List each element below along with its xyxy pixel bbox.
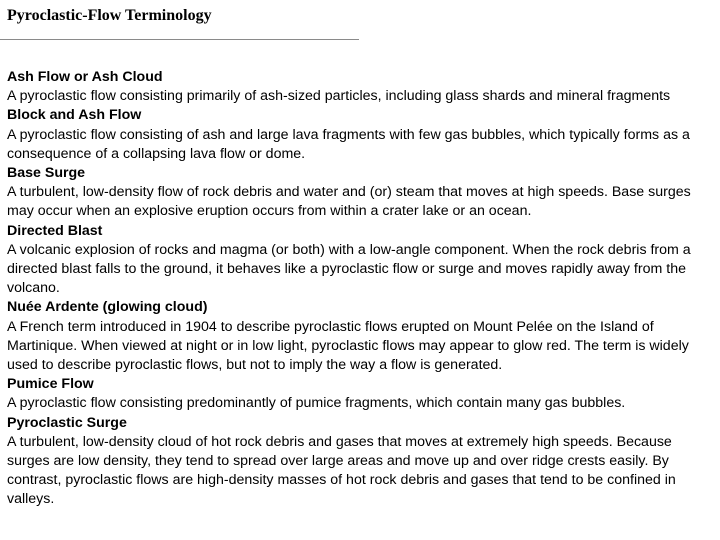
- term-definition: A French term introduced in 1904 to describe pyroclastic flows erupted on Mount Pelée on the Island of Martinique. When viewed at night or in low light, pyroclastic flows may appear to glow red. The term is widely used to describe pyroclastic flows, but not to imply the way a flow is generated.: [7, 318, 689, 374]
- term-name: Directed Blast: [7, 222, 103, 239]
- term-definition: A turbulent, low-density flow of rock debris and water and (or) steam that moves at high speeds. Base surges may occur when an explosive eruption occurs from within a crater lake or an ocean.: [7, 184, 691, 220]
- term-name: Nuée Ardente (glowing cloud): [7, 299, 208, 316]
- page-title: Pyroclastic-Flow Terminology: [7, 7, 212, 24]
- term-entry-block-and-ash-flow: [7, 106, 715, 164]
- term-list: [7, 68, 715, 510]
- term-name: Pyroclastic Surge: [7, 414, 127, 431]
- term-name: Pumice Flow: [7, 376, 94, 393]
- term-definition: A turbulent, low-density cloud of hot rock debris and gases that moves at extremely high speeds. Because surges are low density, they tend to spread over large areas and move up and over ridge crests easily. By contrast, pyroclastic flows are high-density masses of hot rock debris and gases that tend to be confined in valleys.: [7, 433, 676, 508]
- term-name: Base Surge: [7, 165, 86, 182]
- title-divider: [0, 39, 359, 40]
- term-entry-ash-flow: [7, 68, 715, 106]
- term-definition: A pyroclastic flow consisting of ash and large lava fragments with few gas bubbles, which typically forms as a consequence of a collapsing lava flow or dome.: [7, 126, 690, 162]
- term-entry-directed-blast: [7, 222, 715, 299]
- term-name: Ash Flow or Ash Cloud: [7, 69, 163, 85]
- term-definition: A pyroclastic flow consisting predominantly of pumice fragments, which contain many gas bubbles.: [7, 395, 626, 412]
- term-entry-pyroclastic-surge: [7, 414, 715, 510]
- term-entry-pumice-flow: [7, 375, 715, 413]
- term-definition: A pyroclastic flow consisting primarily of ash-sized particles, including glass shards and mineral fragments: [7, 88, 671, 105]
- term-name: Block and Ash Flow: [7, 107, 142, 124]
- term-entry-nuee-ardente: [7, 298, 715, 375]
- term-entry-base-surge: [7, 164, 715, 222]
- term-definition: A volcanic explosion of rocks and magma (or both) with a low-angle component. When the rock debris from a directed blast falls to the ground, it behaves like a pyroclastic flow or surge and moves rapidly away from the volcano.: [7, 241, 691, 297]
